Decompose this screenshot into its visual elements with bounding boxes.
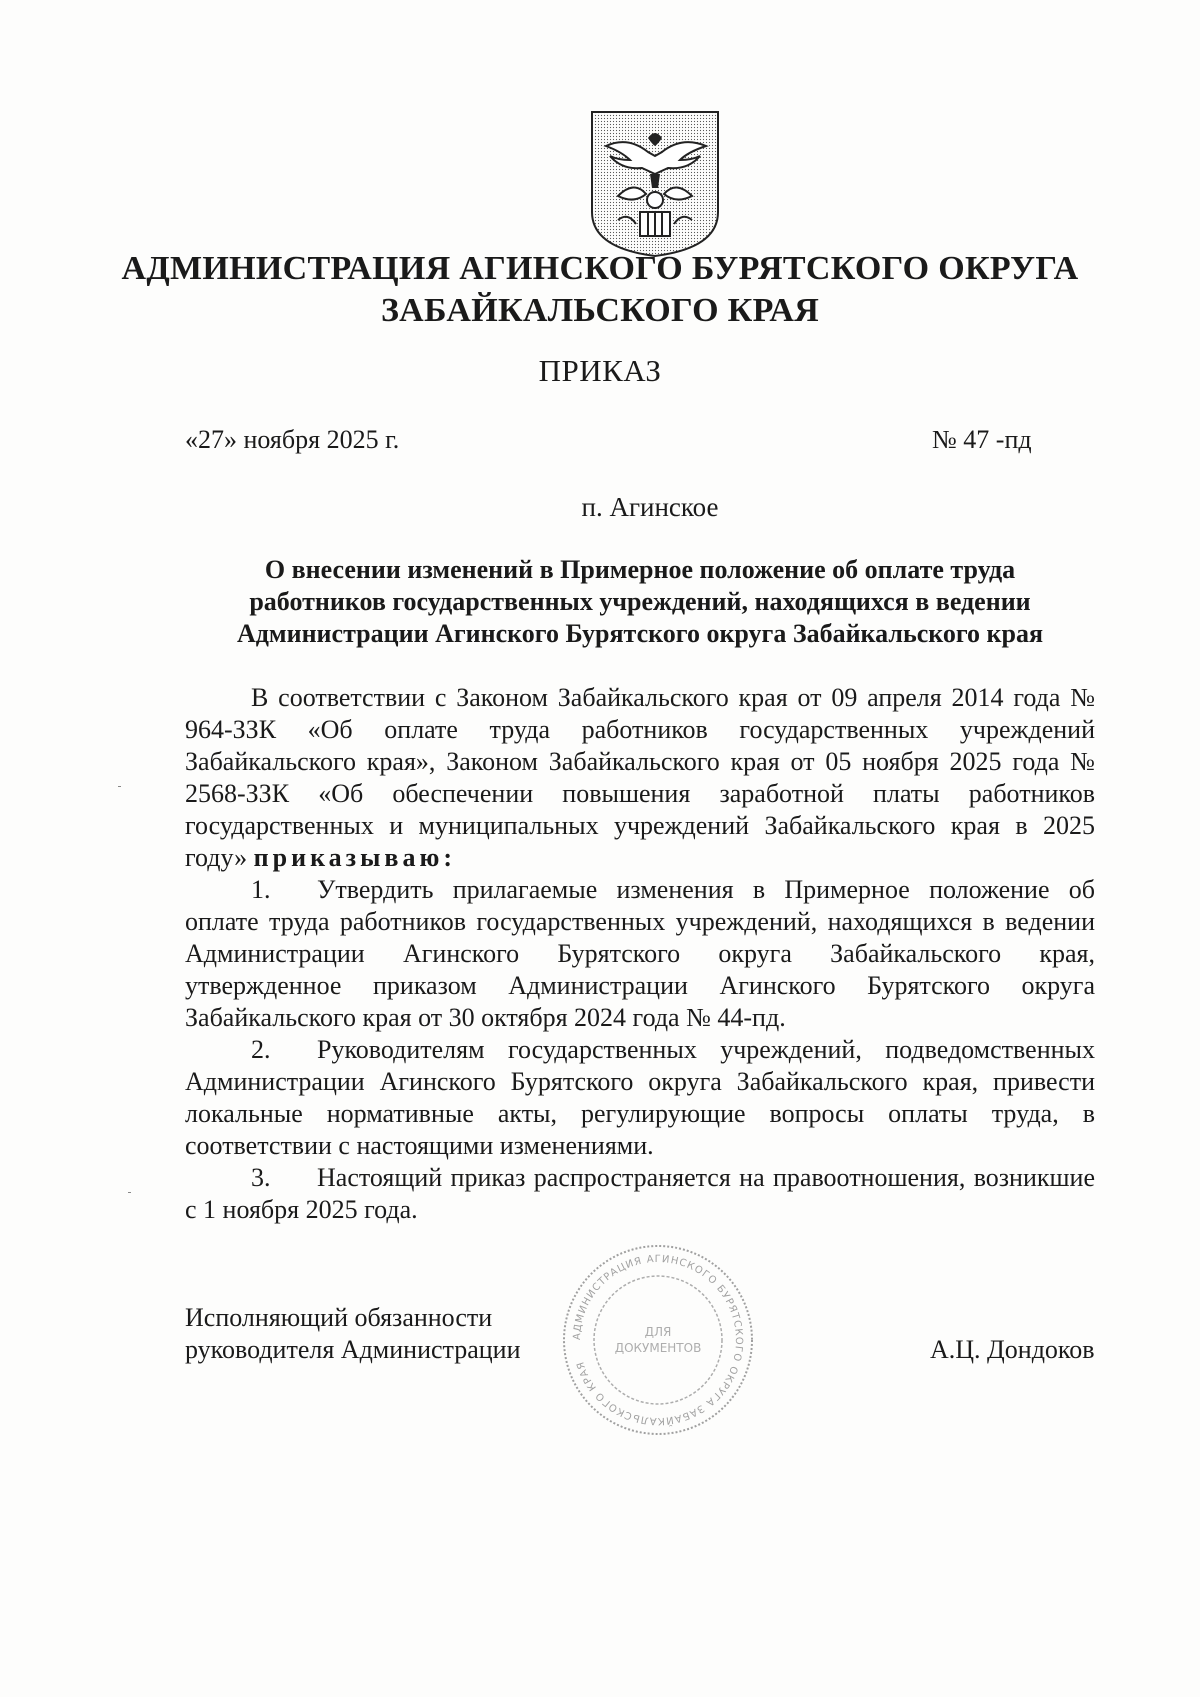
document-subject xyxy=(185,554,1095,650)
subject-line3: Администрации Агинского Бурятского округа Забайкальского края xyxy=(236,619,1044,648)
stamp-center-line1: ДЛЯ xyxy=(644,1325,672,1339)
item-number: 2. xyxy=(251,1035,271,1064)
scan-speck xyxy=(118,786,121,787)
order-item xyxy=(185,1034,1095,1162)
item-number: 1. xyxy=(251,875,271,904)
position-line2: руководителя Администрации xyxy=(185,1335,521,1364)
item-number: 3. xyxy=(251,1163,271,1192)
document-number: № 47 -пд xyxy=(932,425,1032,454)
stamp-ring-text: АДМИНИСТРАЦИЯ АГИНСКОГО БУРЯТСКОГО ОКРУГА ЗАБАЙКАЛЬСКОГО КРАЯ xyxy=(571,1253,745,1427)
document-date: «27» ноября 2025 г. xyxy=(185,425,400,454)
item-text: Настоящий приказ распространяется на правоотношения, возникшие с 1 ноября 2025 года. xyxy=(185,1163,1095,1224)
position-line1: Исполняющий обязанности xyxy=(185,1303,493,1332)
scan-speck xyxy=(128,1192,131,1193)
item-text: Руководителям государственных учреждений, подведомственных Администрации Агинского Бурятского округа Забайкальского края, привести локальные нормативные акты, регулирующие вопросы оплаты труда, в соответствии с настоящими изменениями. xyxy=(185,1035,1095,1160)
order-word: приказываю: xyxy=(253,843,456,872)
body-preamble xyxy=(185,682,1095,874)
signatory-name: А.Ц. Дондоков xyxy=(930,1335,1095,1364)
order-item xyxy=(185,874,1095,1034)
preamble-text: В соответствии с Законом Забайкальского края от 09 апреля 2014 года № 964-ЗЗК «Об оплате труда работников государственных учреждений Забайкальского края», Законом Забайкальского края от 05 ноября 2025 года № 2568-ЗЗК «Об обеспечении повышения заработной платы работников государственных и муниципальных учреждений Забайкальского края в 2025 году» xyxy=(185,683,1095,872)
official-stamp xyxy=(558,1240,758,1440)
document-type: ПРИКАЗ xyxy=(538,353,662,388)
stamp-center-line2: ДОКУМЕНТОВ xyxy=(614,1341,702,1355)
subject-line1: О внесении изменений в Примерное положение об оплате труда xyxy=(264,555,1016,584)
signatory-position xyxy=(185,1302,521,1366)
subject-line2: работников государственных учреждений, находящихся в ведении xyxy=(249,587,1031,616)
document-body xyxy=(185,682,1095,1226)
organization-title-line1: АДМИНИСТРАЦИЯ АГИНСКОГО БУРЯТСКОГО ОКРУГА xyxy=(121,250,1079,287)
item-text: Утвердить прилагаемые изменения в Примерное положение об оплате труда работников государственных учреждений, находящихся в ведении Администрации Агинского Бурятского округа Забайкальского края, утвержденное приказом Администрации Агинского Бурятского округа Забайкальского края от 30 октября 2024 года № 44-пд. xyxy=(185,875,1095,1032)
coat-of-arms-emblem xyxy=(588,108,722,260)
organization-title-line2: ЗАБАЙКАЛЬСКОГО КРАЯ xyxy=(380,292,820,329)
document-place: п. Агинское xyxy=(581,492,719,522)
order-item xyxy=(185,1162,1095,1226)
